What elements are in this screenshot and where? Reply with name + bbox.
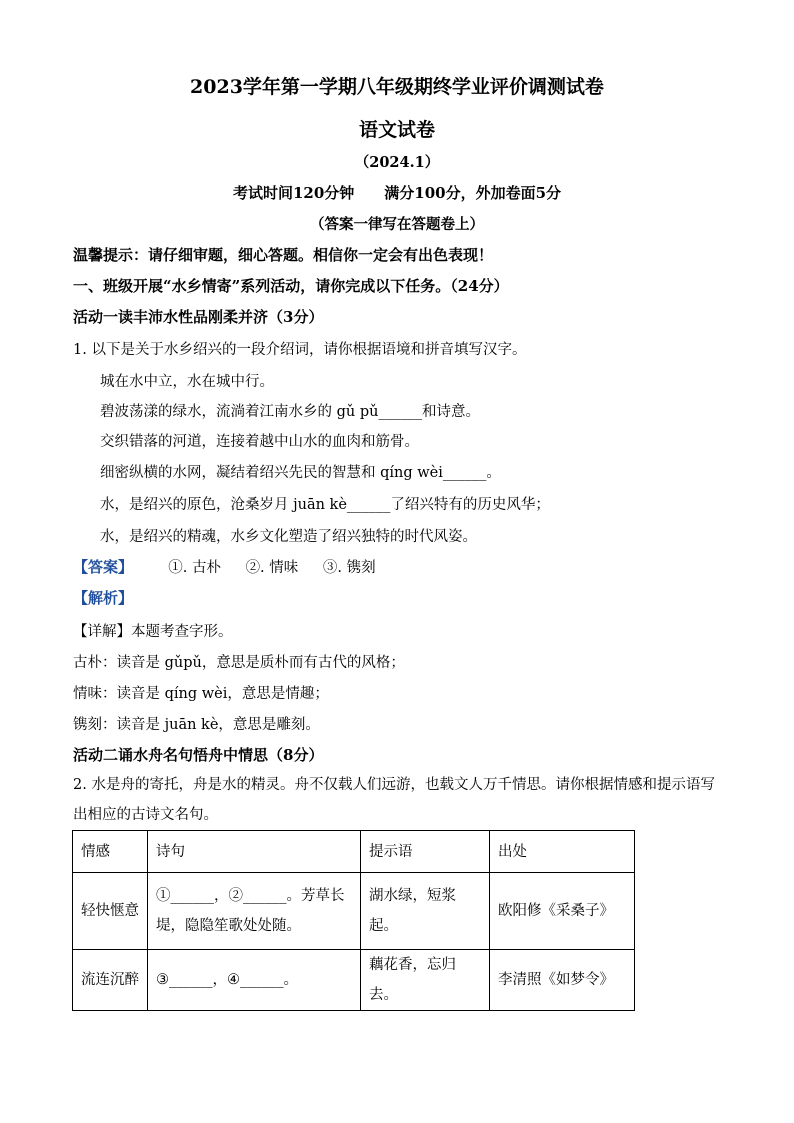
table-row — [73, 950, 635, 1011]
activity2-heading: 活动二诵水舟名句悟舟中情思（8分） — [73, 746, 324, 764]
answer-row — [73, 556, 396, 577]
q1-line: 碧波荡漾的绿水，流淌着江南水乡的 gǔ pǔ______和诗意。 — [100, 404, 480, 420]
detail-text: 【详解】本题考查字形。 — [73, 624, 233, 640]
q1-prompt: 1. 以下是关于水乡绍兴的一段介绍词，请你根据语境和拼音填写汉字。 — [73, 342, 527, 358]
q1-line: 细密纵横的水网，凝结着绍兴先民的智慧和 qíng wèi______。 — [100, 465, 501, 481]
exam-date: （2024.1） — [354, 154, 440, 171]
answer-note: （答案一律写在答题卷上） — [310, 216, 484, 233]
exam-title: 2023学年第一学期八年级期终学业评价调测试卷 — [190, 76, 604, 98]
table-cell: 湖水绿，短浆起。 — [361, 873, 490, 950]
q1-line: 交织错落的河道，连接着越中山水的血肉和筋骨。 — [100, 434, 419, 450]
exam-subtitle: 语文试卷 — [358, 119, 435, 141]
answer-item: ③. 镌刻 — [322, 560, 376, 576]
table-cell: 欧阳修《采桑子》 — [490, 873, 635, 950]
table-cell: ①______，②______。芳草长堤，隐隐笙歌处处随。 — [148, 873, 361, 950]
explanation-line: 古朴：读音是 gǔpǔ，意思是质朴而有古代的风格； — [73, 655, 405, 671]
poem-table — [72, 830, 635, 1011]
activity1-heading: 活动一读丰沛水性品刚柔并济（3分） — [73, 308, 324, 326]
section1-heading: 一、班级开展“水乡情寄”系列活动，请你完成以下任务。（24分） — [73, 277, 509, 295]
table-cell: 轻快惬意 — [73, 873, 148, 950]
table-header: 提示语 — [361, 831, 490, 873]
table-header: 出处 — [490, 831, 635, 873]
table-cell: 藕花香，忘归去。 — [361, 950, 490, 1011]
exam-time-info: 考试时间120分钟 满分100分，外加卷面5分 — [232, 184, 562, 202]
analysis-label: 【解析】 — [73, 589, 134, 607]
table-cell: 流连沉醉 — [73, 950, 148, 1011]
table-cell: ③______，④______。 — [148, 950, 361, 1011]
answer-label: 【答案】 — [73, 558, 134, 576]
table-row — [73, 873, 635, 950]
tip-text: 温馨提示：请仔细审题，细心答题。相信你一定会有出色表现！ — [73, 246, 494, 264]
answer-item: ②. 情味 — [245, 560, 299, 576]
q1-line: 水，是绍兴的精魂，水乡文化塑造了绍兴独特的时代风姿。 — [100, 529, 477, 545]
answer-item: ①. 古朴 — [168, 560, 221, 576]
table-header: 情感 — [73, 831, 148, 873]
table-cell: 李清照《如梦令》 — [490, 950, 635, 1011]
explanation-line: 镌刻：读音是 juān kè，意思是雕刻。 — [73, 717, 320, 733]
table-header-row — [73, 831, 635, 873]
q1-line: 水，是绍兴的原色，沧桑岁月 juān kè______了绍兴特有的历史风华； — [100, 497, 550, 513]
q1-line: 城在水中立，水在城中行。 — [100, 374, 274, 390]
table-header: 诗句 — [148, 831, 361, 873]
explanation-line: 情味：读音是 qíng wèi，意思是情趣； — [73, 686, 329, 702]
q2-prompt: 2. 水是舟的寄托，舟是水的精灵。舟不仅载人们远游，也载文人万千情思。请你根据情感和提示语写出相应的古诗文名句。 — [73, 777, 715, 823]
